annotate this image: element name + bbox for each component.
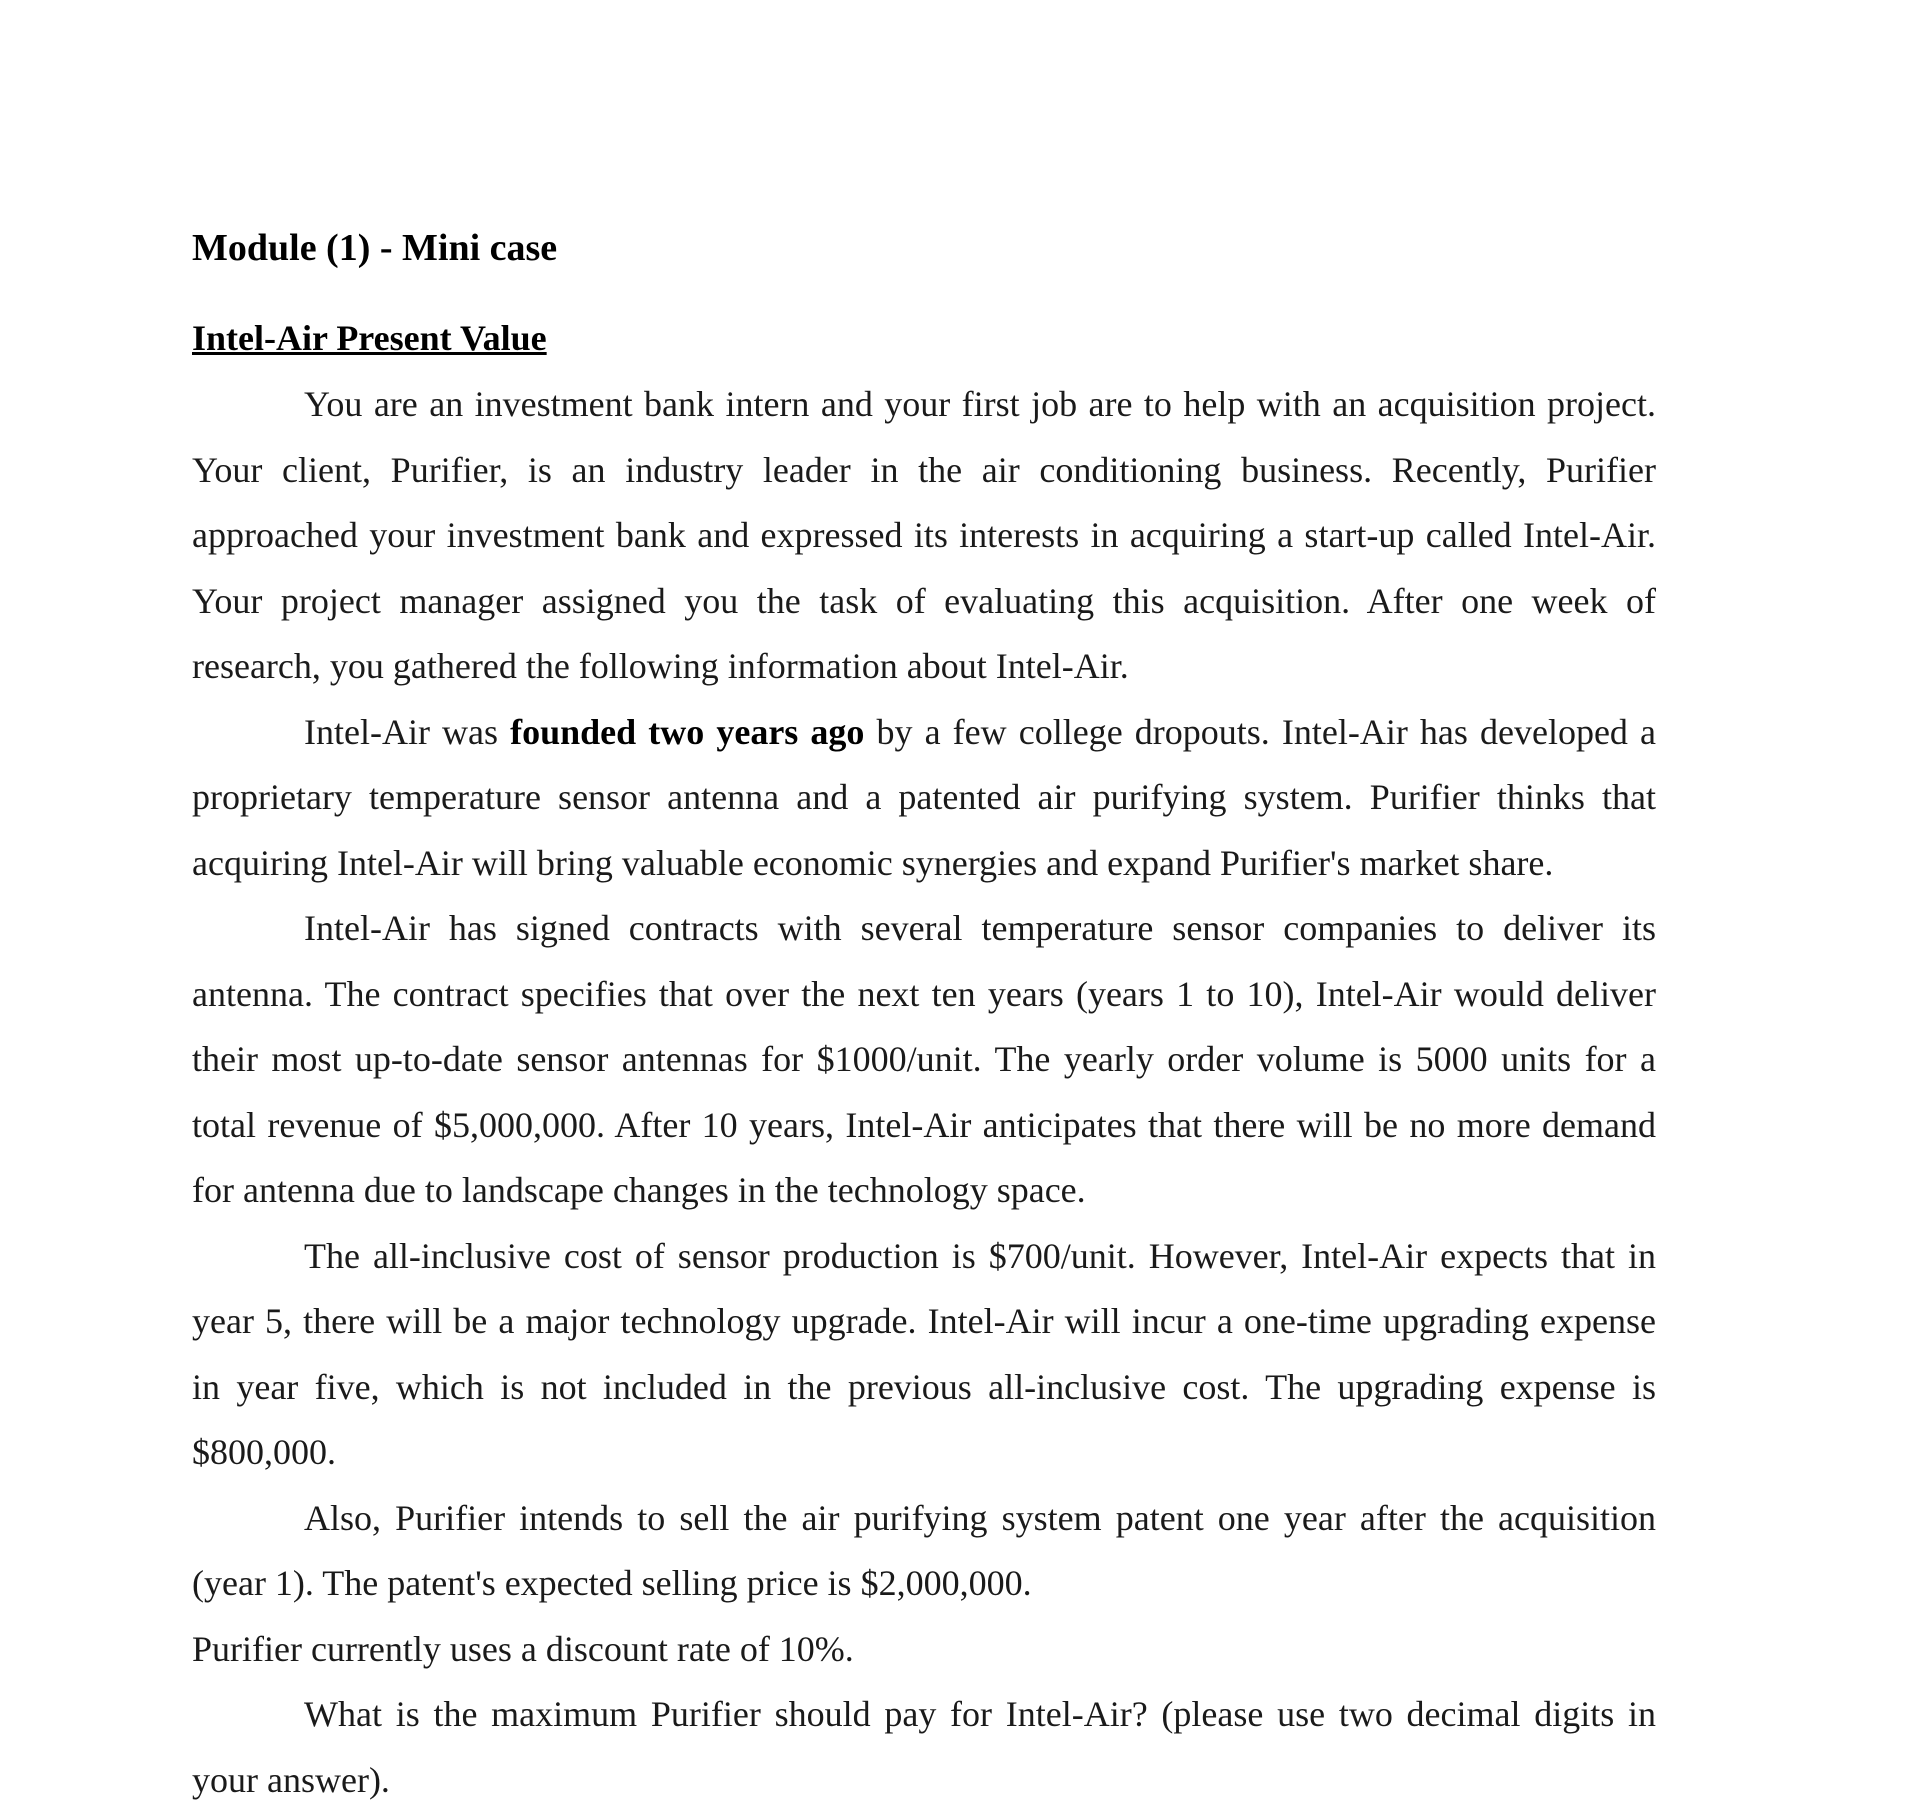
- case-title: Intel-Air Present Value: [192, 318, 547, 358]
- paragraph-founding: [192, 700, 1656, 897]
- document-body: [192, 220, 1656, 1813]
- module-title: Module (1) - Mini case: [192, 227, 558, 269]
- paragraph-intro: You are an investment bank intern and your first job are to help with an acquisition project. Your client, Purifier, is an industry leader in the air conditioning business. Recently, Purifier approached your investment bank and expressed its interests in acquiring a start-up called Intel-Air. Your project manager assigned you the task of evaluating this acquisition. After one week of research, you gathered the following information about Intel-Air.: [192, 384, 1656, 686]
- paragraph-question: What is the maximum Purifier should pay for Intel-Air? (please use two decimal digits in your answer).: [192, 1694, 1656, 1800]
- paragraph-discount-rate: Purifier currently uses a discount rate of 10%.: [192, 1628, 854, 1669]
- paragraph-patent: Also, Purifier intends to sell the air purifying system patent one year after the acquisition (year 1). The patent's expected selling price is $2,000,000.: [192, 1497, 1656, 1603]
- paragraph-costs: The all-inclusive cost of sensor production is $700/unit. However, Intel-Air expects that in year 5, there will be a major technology upgrade. Intel-Air will incur a one-time upgrading expense in year five, which is not included in the previous all-inclusive cost. The upgrading expense is $800,000.: [192, 1235, 1656, 1472]
- founded-emphasis: founded two years ago: [510, 711, 865, 752]
- paragraph-founding-lead: Intel-Air was: [304, 711, 511, 752]
- paragraph-contracts: Intel-Air has signed contracts with several temperature sensor companies to deliver its antenna. The contract specifies that over the next ten years (years 1 to 10), Intel-Air would deliver their most up-to-date sensor antennas for $1000/unit. The yearly order volume is 5000 units for a total revenue of $5,000,000. After 10 years, Intel-Air anticipates that there will be no more demand for antenna due to landscape changes in the technology space.: [192, 908, 1656, 1210]
- paragraph-founding-rest: by a few college dropouts. Intel-Air has developed a proprietary temperature sensor antenna and a patented air purifying system. Purifier thinks that acquiring Intel-Air will bring valuable economic synergies and expand Purifier's market share.: [192, 711, 1656, 883]
